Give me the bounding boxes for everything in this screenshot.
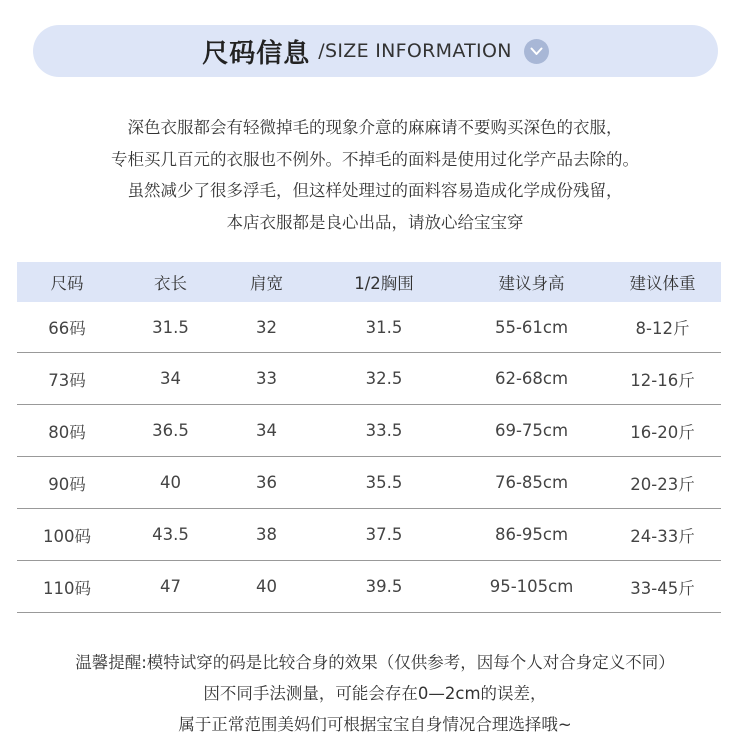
banner-subtitle: /SIZE INFORMATION bbox=[318, 40, 512, 62]
cell-weight: 16-20斤 bbox=[630, 422, 695, 442]
cell-length: 40 bbox=[160, 473, 181, 492]
chevron-down-icon bbox=[524, 39, 549, 64]
cell-size: 110码 bbox=[43, 578, 91, 598]
banner-title: 尺码信息 bbox=[202, 38, 311, 69]
cell-shoulder: 38 bbox=[256, 525, 277, 544]
cell-size: 73码 bbox=[48, 370, 86, 390]
table-row bbox=[17, 561, 721, 613]
cell-weight: 12-16斤 bbox=[630, 370, 695, 390]
intro-text bbox=[0, 112, 750, 238]
intro-line: 深色衣服都会有轻微掉毛的现象介意的麻麻请不要购买深色的衣服， bbox=[127, 118, 623, 137]
cell-height: 62-68cm bbox=[494, 369, 569, 388]
cell-weight: 24-33斤 bbox=[630, 526, 695, 546]
cell-shoulder: 33 bbox=[256, 369, 277, 388]
table-row bbox=[17, 353, 721, 405]
table-header bbox=[17, 262, 721, 302]
cell-length: 31.5 bbox=[152, 317, 189, 337]
table-row bbox=[17, 302, 721, 353]
table-row bbox=[17, 457, 721, 509]
cell-size: 100码 bbox=[43, 526, 91, 546]
cell-weight: 20-23斤 bbox=[630, 474, 695, 494]
cell-height: 69-75cm bbox=[494, 421, 569, 440]
cell-half-chest: 33.5 bbox=[365, 421, 403, 440]
cell-shoulder: 32 bbox=[256, 317, 277, 337]
header-size: 尺码 bbox=[50, 274, 84, 293]
cell-weight: 8-12斤 bbox=[635, 319, 690, 338]
cell-length: 34 bbox=[160, 369, 181, 388]
table-row bbox=[17, 405, 721, 457]
intro-line: 专柜买几百元的衣服也不例外。不掉毛的面料是使用过化学产品去除的。 bbox=[111, 149, 639, 169]
intro-line: 虽然减少了很多浮毛，但这样处理过的面料容易造成化学成份残留， bbox=[127, 181, 623, 200]
cell-shoulder: 40 bbox=[256, 577, 277, 596]
cell-length: 47 bbox=[160, 577, 181, 596]
cell-weight: 33-45斤 bbox=[630, 578, 695, 598]
size-table bbox=[17, 262, 721, 613]
note-line: 温馨提醒:模特试穿的码是比较合身的效果（仅供参考，因每个人对合身定义不同） bbox=[75, 653, 675, 672]
cell-length: 43.5 bbox=[152, 525, 189, 544]
cell-size: 90码 bbox=[48, 474, 86, 494]
size-info-banner bbox=[33, 25, 718, 77]
cell-height: 86-95cm bbox=[494, 525, 569, 544]
reminder-notes bbox=[0, 647, 750, 740]
intro-line: 本店衣服都是良心出品，请放心给宝宝穿 bbox=[226, 212, 524, 232]
header-shoulder: 肩宽 bbox=[250, 274, 283, 293]
note-line: 因不同手法测量，可能会存在0—2cm的误差， bbox=[203, 684, 547, 703]
header-half-chest: 1/2胸围 bbox=[354, 274, 414, 293]
header-length: 衣长 bbox=[154, 274, 187, 293]
cell-half-chest: 35.5 bbox=[365, 473, 403, 492]
cell-half-chest: 31.5 bbox=[365, 317, 403, 337]
cell-height: 95-105cm bbox=[489, 577, 574, 596]
cell-length: 36.5 bbox=[152, 421, 189, 440]
cell-shoulder: 36 bbox=[256, 473, 277, 492]
note-line: 属于正常范围美妈们可根据宝宝自身情况合理选择哦~ bbox=[178, 715, 572, 734]
header-height: 建议身高 bbox=[498, 274, 565, 293]
cell-half-chest: 32.5 bbox=[365, 369, 403, 388]
cell-half-chest: 39.5 bbox=[365, 577, 403, 596]
cell-shoulder: 34 bbox=[256, 421, 277, 440]
cell-size: 66码 bbox=[48, 319, 86, 338]
header-weight: 建议体重 bbox=[629, 274, 696, 293]
cell-half-chest: 37.5 bbox=[365, 525, 403, 544]
cell-height: 76-85cm bbox=[494, 473, 569, 492]
cell-size: 80码 bbox=[48, 422, 86, 442]
cell-height: 55-61cm bbox=[494, 317, 569, 337]
table-row bbox=[17, 509, 721, 561]
